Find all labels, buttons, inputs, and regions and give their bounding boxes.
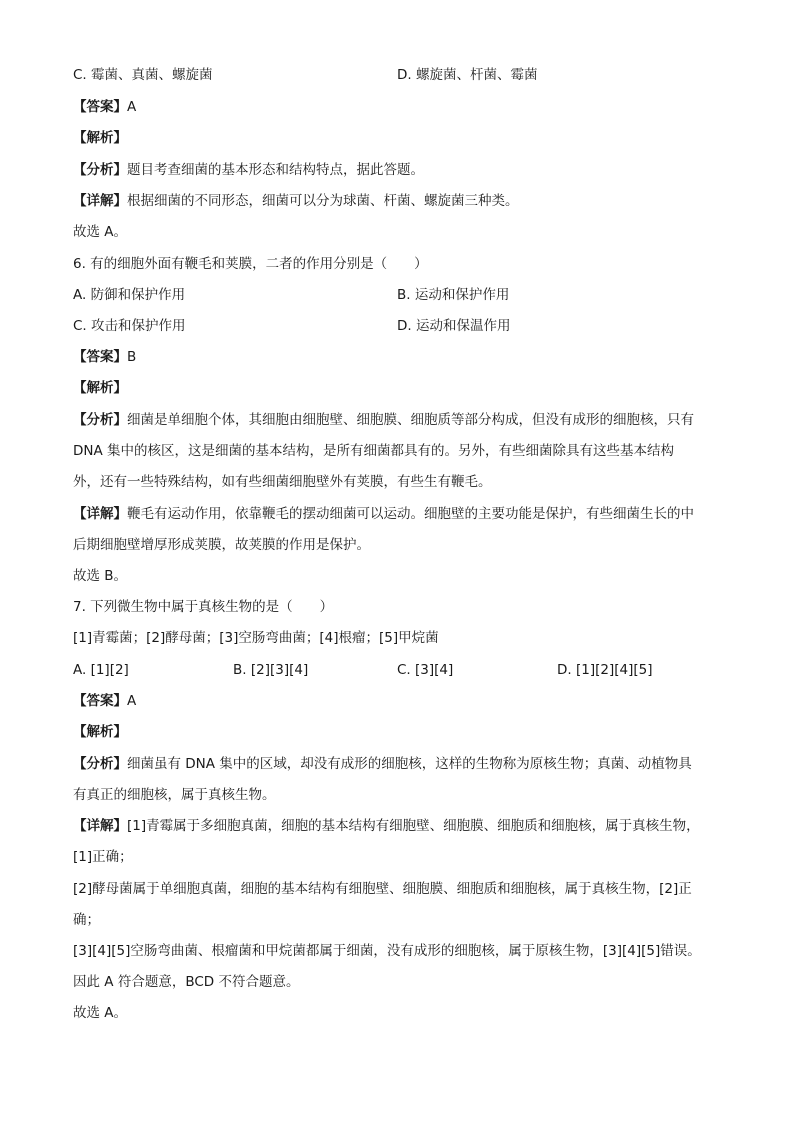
q6-answer <box>73 348 136 366</box>
detail-tag: 【详解】 <box>73 193 127 209</box>
q6-analysis-line-2: DNA 集中的核区，这是细菌的基本结构，是所有细菌都具有的。另外，有些细菌除具有这些基本结构 <box>73 443 675 459</box>
q5-analysis <box>73 161 424 179</box>
q6-option-d: D. 运动和保温作用 <box>397 318 511 334</box>
analysis-text: 细菌是单细胞个体，其细胞由细胞壁、细胞膜、细胞质等部分构成，但没有成形的细胞核，只有 <box>127 412 694 428</box>
analysis-tag: 【分析】 <box>73 412 127 428</box>
q5-analysis-heading: 【解析】 <box>73 130 127 146</box>
analysis-text: 题目考查细菌的基本形态和结构特点，据此答题。 <box>127 162 424 178</box>
q7-analysis-line-2: 有真正的细胞核，属于真核生物。 <box>73 787 276 803</box>
detail-tag: 【详解】 <box>73 818 127 834</box>
analysis-tag: 【分析】 <box>73 756 127 772</box>
q7-items: [1]青霉菌；[2]酵母菌；[3]空肠弯曲菌；[4]根瘤；[5]甲烷菌 <box>73 630 439 646</box>
q7-detail-line-1 <box>73 817 700 835</box>
q7-option-b: B. [2][3][4] <box>233 662 309 678</box>
analysis-text: 细菌虽有 DNA 集中的区域，却没有成形的细胞核，这样的生物称为原核生物；真菌、动植物具 <box>127 756 692 772</box>
q7-option-a: A. [1][2] <box>73 662 129 678</box>
answer-value: B <box>127 349 137 365</box>
detail-text: 根据细菌的不同形态，细菌可以分为球菌、杆菌、螺旋菌三种类。 <box>127 193 519 209</box>
q7-option-c: C. [3][4] <box>397 662 454 678</box>
q5-option-c: C. 霉菌、真菌、螺旋菌 <box>73 67 213 83</box>
q7-detail-line-2: [1]正确； <box>73 849 133 865</box>
q6-option-a: A. 防御和保护作用 <box>73 287 186 303</box>
q7-stem: 7. 下列微生物中属于真核生物的是（ ） <box>73 599 334 615</box>
answer-tag: 【答案】 <box>73 99 127 115</box>
detail-tag: 【详解】 <box>73 506 127 522</box>
q6-analysis-line-1 <box>73 411 694 429</box>
q7-detail-line-5: [3][4][5]空肠弯曲菌、根瘤菌和甲烷菌都属于细菌，没有成形的细胞核，属于原核生物，[3][4][5]错误。 <box>73 943 701 959</box>
q5-detail <box>73 192 519 210</box>
q7-conclusion: 故选 A。 <box>73 1005 128 1021</box>
q7-detail-line-6: 因此 A 符合题意，BCD 不符合题意。 <box>73 974 300 990</box>
answer-tag: 【答案】 <box>73 693 127 709</box>
analysis-tag: 【分析】 <box>73 162 127 178</box>
q6-option-b: B. 运动和保护作用 <box>397 287 510 303</box>
detail-text: 鞭毛有运动作用，依靠鞭毛的摆动细菌可以运动。细胞壁的主要功能是保护，有些细菌生长的中 <box>127 506 694 522</box>
q6-analysis-line-3: 外，还有一些特殊结构，如有些细菌细胞壁外有荚膜，有些生有鞭毛。 <box>73 474 492 490</box>
q6-detail-line-2: 后期细胞壁增厚形成荚膜，故荚膜的作用是保护。 <box>73 537 370 553</box>
detail-text: [1]青霉属于多细胞真菌，细胞的基本结构有细胞壁、细胞膜、细胞质和细胞核，属于真核生物， <box>127 818 700 834</box>
answer-value: A <box>127 693 137 709</box>
q6-stem: 6. 有的细胞外面有鞭毛和荚膜，二者的作用分别是（ ） <box>73 256 428 272</box>
q6-option-c: C. 攻击和保护作用 <box>73 318 186 334</box>
q6-detail-line-1 <box>73 505 694 523</box>
q5-option-d: D. 螺旋菌、杆菌、霉菌 <box>397 67 538 83</box>
q7-detail-line-3: [2]酵母菌属于单细胞真菌，细胞的基本结构有细胞壁、细胞膜、细胞质和细胞核，属于真核生物，[2]正 <box>73 881 692 897</box>
q6-conclusion: 故选 B。 <box>73 568 128 584</box>
answer-value: A <box>127 99 137 115</box>
q7-analysis-line-1 <box>73 755 692 773</box>
answer-tag: 【答案】 <box>73 349 127 365</box>
q7-answer <box>73 692 136 710</box>
q7-detail-line-4: 确； <box>73 912 100 928</box>
q7-option-d: D. [1][2][4][5] <box>557 662 653 678</box>
q5-conclusion: 故选 A。 <box>73 224 128 240</box>
q6-analysis-heading: 【解析】 <box>73 380 127 396</box>
q7-analysis-heading: 【解析】 <box>73 724 127 740</box>
q5-answer <box>73 98 136 116</box>
